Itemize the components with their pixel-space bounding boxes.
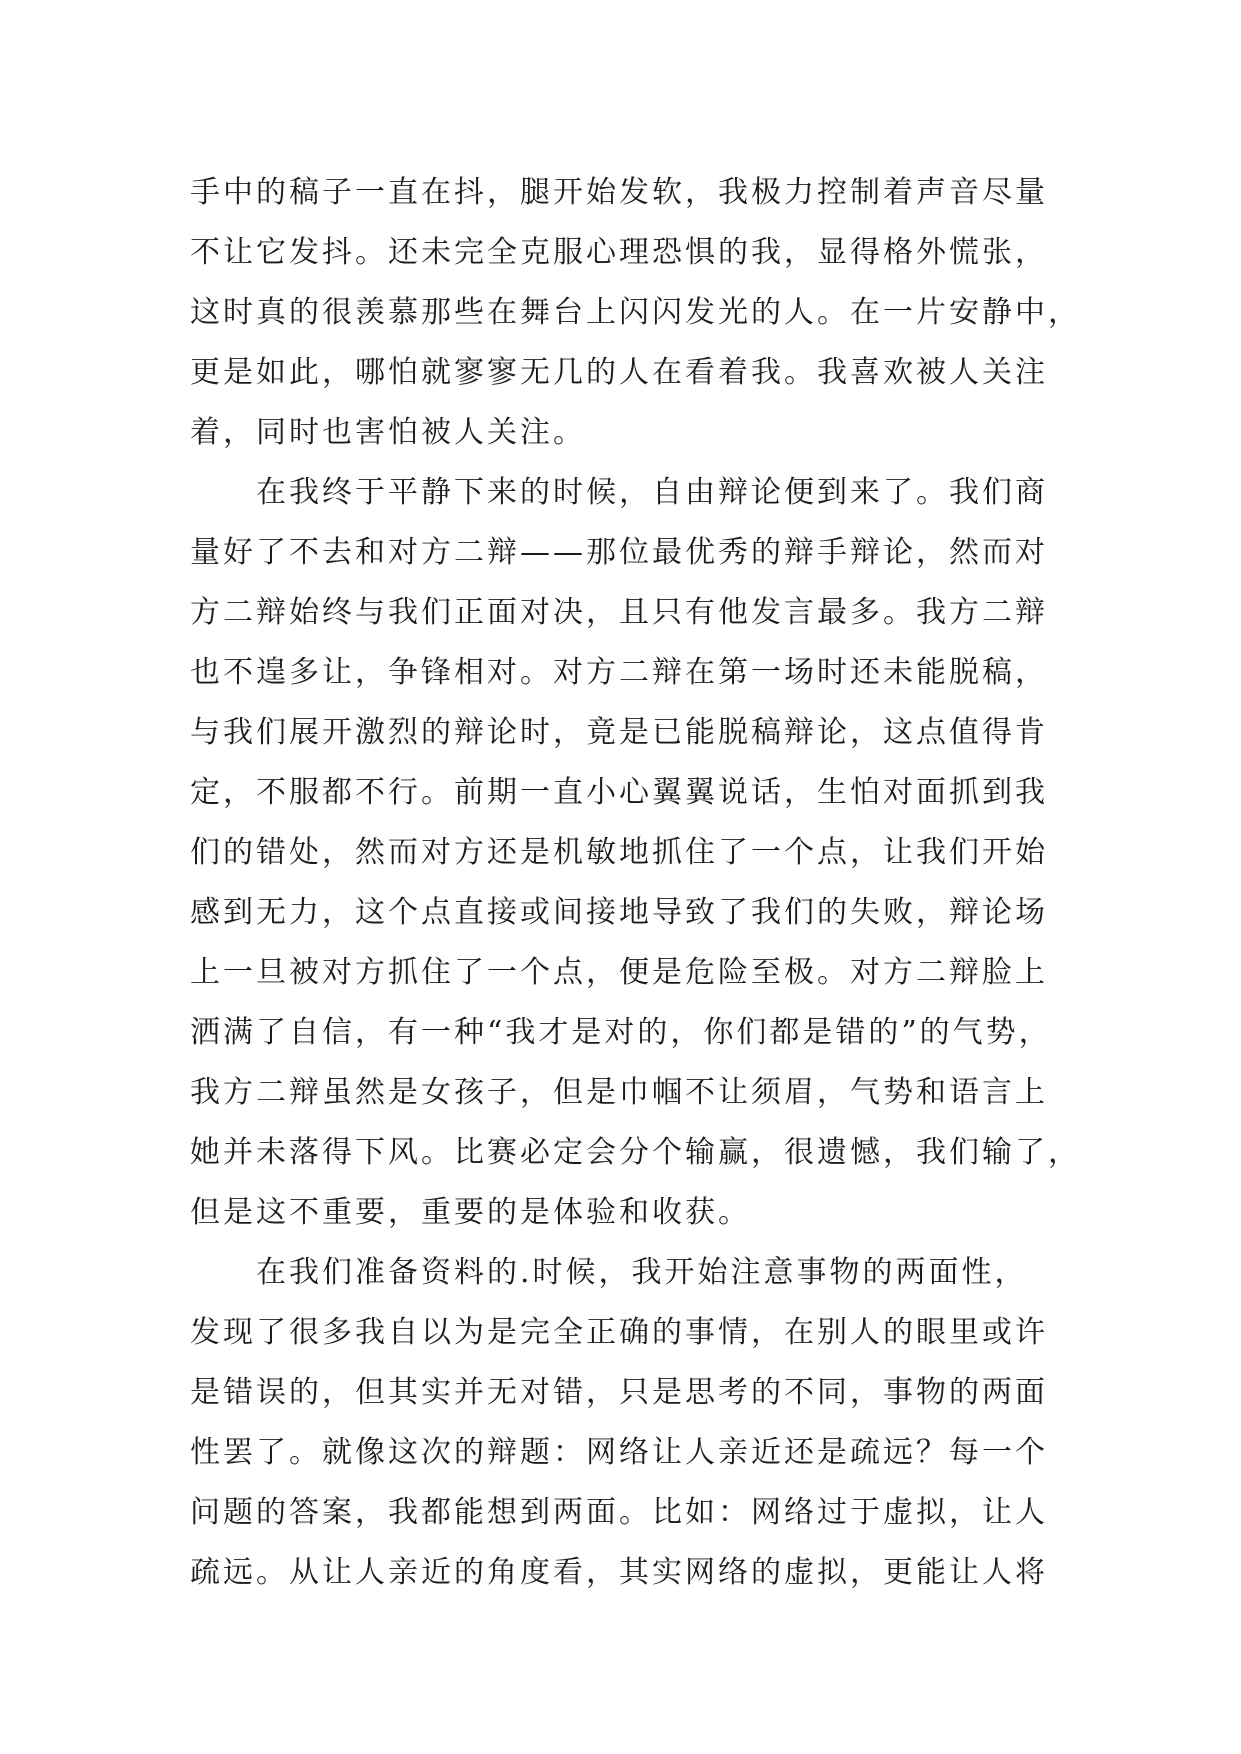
- text-line: 性罢了。就像这次的辩题：网络让人亲近还是疏远？每一个: [190, 1435, 1048, 1470]
- text-line: 这时真的很羡慕那些在舞台上闪闪发光的人。在一片安静中，: [190, 295, 1081, 330]
- text-line: 方二辩始终与我们正面对决，且只有他发言最多。我方二辩: [190, 595, 1048, 630]
- text-line: 不让它发抖。还未完全克服心理恐惧的我，显得格外慌张，: [190, 235, 1048, 270]
- text-line: 手中的稿子一直在抖，腿开始发软，我极力控制着声音尽量: [190, 175, 1048, 210]
- text-line: 问题的答案，我都能想到两面。比如：网络过于虚拟，让人: [190, 1495, 1048, 1530]
- text-line: 定，不服都不行。前期一直小心翼翼说话，生怕对面抓到我: [190, 775, 1048, 810]
- text-line: 是错误的，但其实并无对错，只是思考的不同，事物的两面: [190, 1375, 1048, 1410]
- text-line: 上一旦被对方抓住了一个点，便是危险至极。对方二辩脸上: [190, 955, 1048, 990]
- text-line: 也不遑多让，争锋相对。对方二辩在第一场时还未能脱稿，: [190, 655, 1048, 690]
- text-line: 们的错处，然而对方还是机敏地抓住了一个点，让我们开始: [190, 835, 1048, 870]
- text-line: 与我们展开激烈的辩论时，竟是已能脱稿辩论，这点值得肯: [190, 715, 1048, 750]
- paragraph-first-line: 在我终于平静下来的时候，自由辩论便到来了。我们商: [256, 475, 1048, 510]
- body-text: [190, 163, 1090, 1603]
- text-line: 更是如此，哪怕就寥寥无几的人在看着我。我喜欢被人关注: [190, 355, 1048, 390]
- text-line: 疏远。从让人亲近的角度看，其实网络的虚拟，更能让人将: [190, 1555, 1048, 1590]
- text-line: 量好了不去和对方二辩——那位最优秀的辩手辩论，然而对: [190, 535, 1048, 570]
- paragraph-first-line: 在我们准备资料的.时候，我开始注意事物的两面性，: [256, 1255, 1028, 1290]
- text-line: 发现了很多我自以为是完全正确的事情，在别人的眼里或许: [190, 1315, 1048, 1350]
- text-line: 着，同时也害怕被人关注。: [190, 415, 586, 450]
- text-line: 但是这不重要，重要的是体验和收获。: [190, 1195, 751, 1230]
- text-line: 我方二辩虽然是女孩子，但是巾帼不让须眉，气势和语言上: [190, 1075, 1048, 1110]
- text-line: 感到无力，这个点直接或间接地导致了我们的失败，辩论场: [190, 895, 1048, 930]
- text-line: 洒满了自信，有一种“我才是对的，你们都是错的”的气势，: [190, 1015, 1052, 1050]
- text-line: 她并未落得下风。比赛必定会分个输赢，很遗憾，我们输了，: [190, 1135, 1081, 1170]
